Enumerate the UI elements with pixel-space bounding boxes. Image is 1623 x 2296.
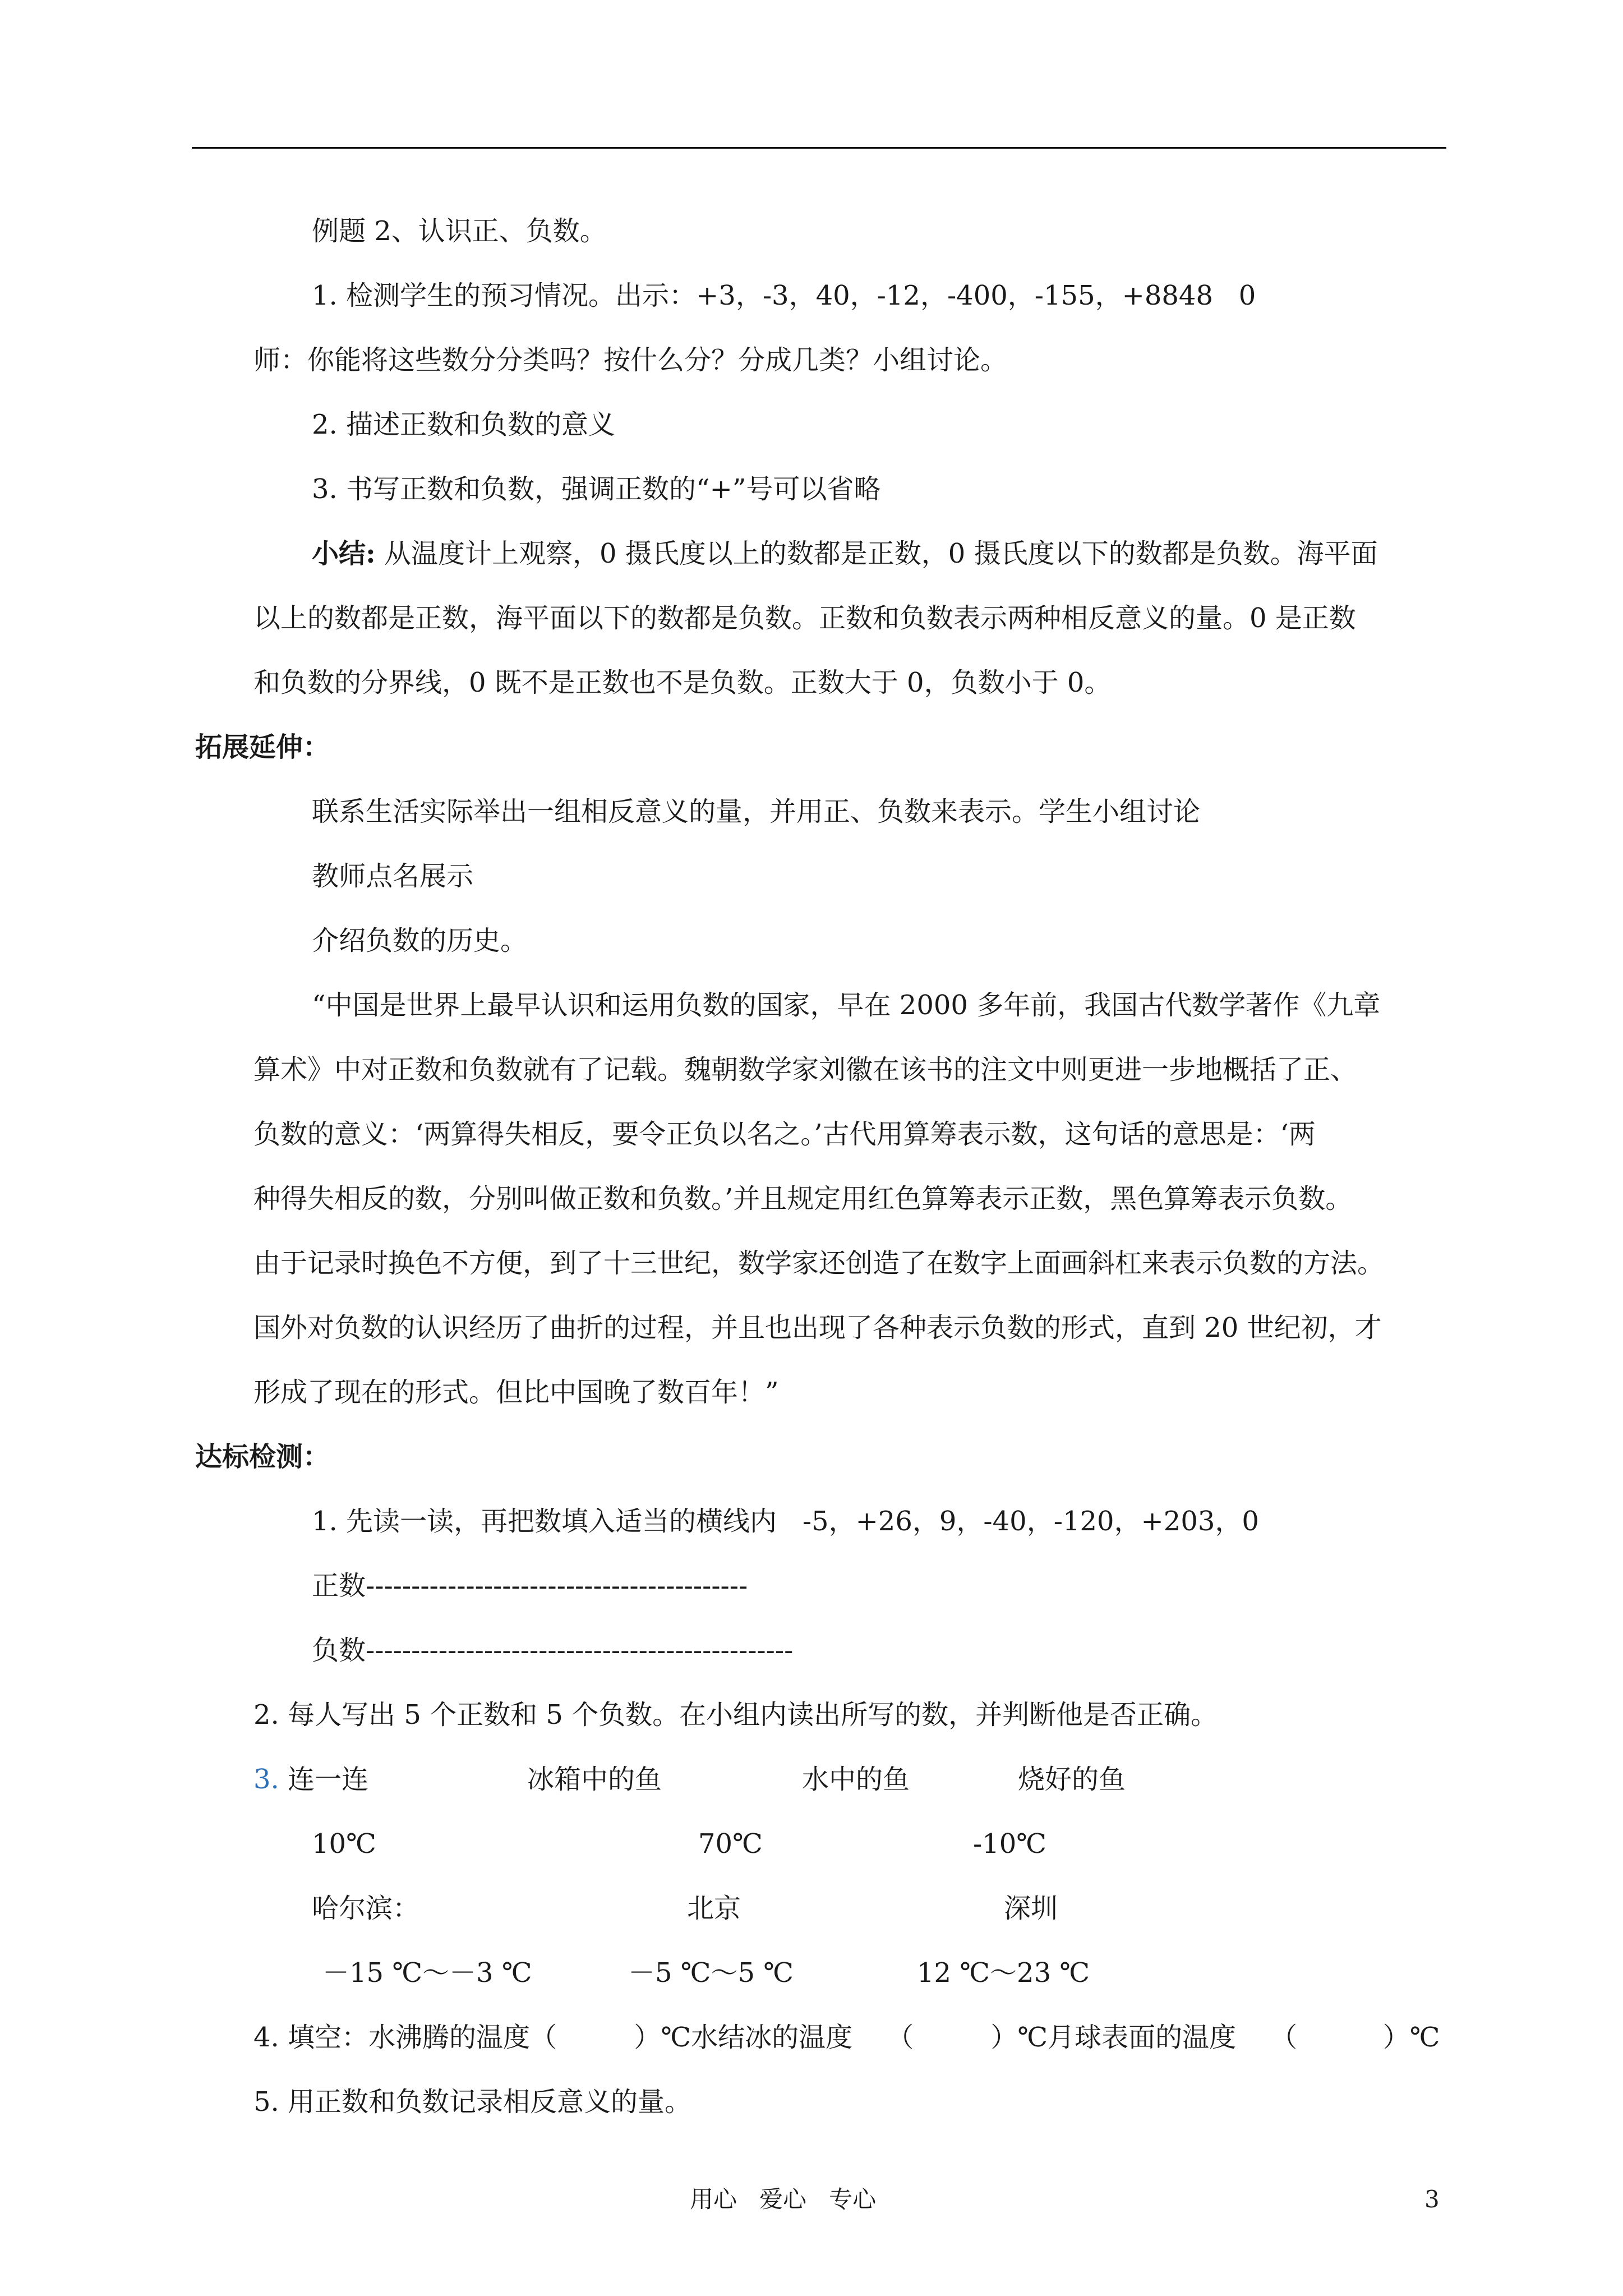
summary-label: 小结: — [312, 538, 376, 569]
test-heading: 达标检测： — [195, 1441, 330, 1473]
question-4: 4. 填空：水沸腾的温度（ ）℃水结冰的温度 （ ）℃月球表面的温度 （ ）℃ — [253, 2022, 1440, 2053]
question-1: 1. 先读一读，再把数填入适当的横线内 -5，+26，9，-40，-120，+203，0 — [312, 1506, 1259, 1537]
fish-cooked: 烧好的鱼 — [1018, 1764, 1126, 1795]
summary-line-1 — [312, 537, 1378, 570]
temp-minus-10: -10℃ — [973, 1828, 1046, 1860]
city-harbin: 哈尔滨： — [312, 1893, 420, 1924]
city-beijing: 北京 — [687, 1893, 741, 1924]
temp-10: 10℃ — [312, 1828, 376, 1860]
question-1-negative-line: 负数----------------------------------------------- — [312, 1635, 794, 1666]
temp-70: 70℃ — [698, 1828, 763, 1860]
range-beijing: －5 ℃～5 ℃ — [628, 1957, 794, 1989]
extension-heading: 拓展延伸： — [195, 731, 330, 763]
range-shenzhen: 12 ℃～23 ℃ — [917, 1957, 1090, 1989]
history-line-2: 算术》中对正数和负数就有了记载。魏朝数学家刘徽在该书的注文中则更进一步地概括了正、 — [253, 1054, 1358, 1085]
history-line-1: “中国是世界上最早认识和运用负数的国家，早在 2000 多年前，我国古代数学著作《九章 — [312, 990, 1381, 1021]
summary-line-2: 以上的数都是正数，海平面以下的数都是负数。正数和负数表示两种相反意义的量。0 是正数 — [253, 602, 1356, 634]
history-line-6: 国外对负数的认识经历了曲折的过程，并且也出现了各种表示负数的形式，直到 20 世纪初，才 — [253, 1312, 1382, 1343]
history-line-3: 负数的意义：‘两算得失相反，要令正负以名之。’古代用算筹表示数，这句话的意思是：‘两 — [253, 1119, 1316, 1150]
question-3-title — [253, 1763, 368, 1796]
summary-text-1: 从温度计上观察，0 摄氏度以上的数都是正数，0 摄氏度以下的数都是负数。海平面 — [375, 538, 1378, 569]
footer-motto: 用心 爱心 专心 — [690, 2185, 877, 2213]
question-3-number: 3. — [253, 1764, 279, 1795]
extension-line-1: 联系生活实际举出一组相反意义的量，并用正、负数来表示。学生小组讨论 — [312, 796, 1201, 827]
header-rule — [192, 147, 1446, 149]
question-2: 2. 每人写出 5 个正数和 5 个负数。在小组内读出所写的数，并判断他是否正确。 — [253, 1699, 1218, 1731]
range-harbin: －15 ℃～－3 ℃ — [322, 1957, 532, 1989]
question-3-label: 连一连 — [279, 1764, 369, 1795]
summary-line-3: 和负数的分界线，0 既不是正数也不是负数。正数大于 0，负数小于 0。 — [253, 667, 1112, 698]
history-line-4: 种得失相反的数，分别叫做正数和负数。’并且规定用红色算筹表示正数，黑色算筹表示负数。 — [253, 1183, 1353, 1214]
step-1-text: 1. 检测学生的预习情况。出示：+3，-3，40，-12，-400，-155，+8848 0 — [312, 280, 1256, 311]
question-1-positive-line: 正数------------------------------------------ — [312, 1570, 748, 1602]
extension-line-3: 介绍负数的历史。 — [312, 925, 528, 956]
history-line-5: 由于记录时换色不方便，到了十三世纪，数学家还创造了在数字上面画斜杠来表示负数的方法。 — [253, 1248, 1385, 1279]
page-number: 3 — [1424, 2185, 1440, 2213]
question-5: 5. 用正数和负数记录相反意义的量。 — [253, 2086, 692, 2118]
teacher-question: 师：你能将这些数分分类吗？按什么分？分成几类？小组讨论。 — [253, 344, 1008, 376]
example-2-heading: 例题 2、认识正、负数。 — [312, 215, 607, 247]
step-2-text: 2. 描述正数和负数的意义 — [312, 409, 616, 440]
history-line-7: 形成了现在的形式。但比中国晚了数百年！” — [253, 1377, 779, 1408]
fish-water: 水中的鱼 — [802, 1764, 910, 1795]
extension-line-2: 教师点名展示 — [312, 861, 474, 892]
fish-fridge: 冰箱中的鱼 — [527, 1764, 662, 1795]
city-shenzhen: 深圳 — [1004, 1893, 1058, 1924]
step-3-text: 3. 书写正数和负数，强调正数的“+”号可以省略 — [312, 473, 881, 505]
